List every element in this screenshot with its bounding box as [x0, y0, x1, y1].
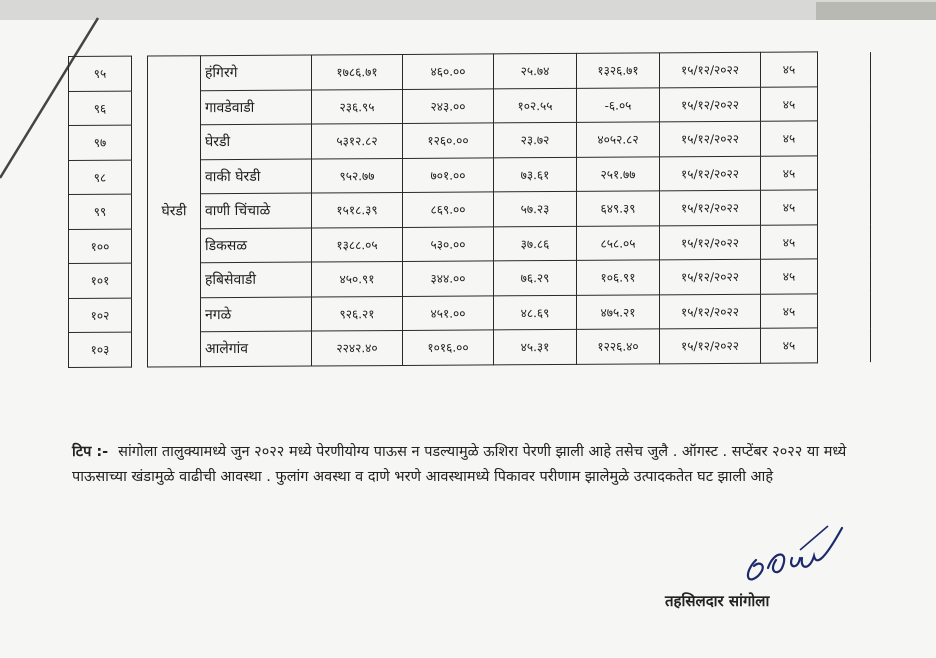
gap-cell: [132, 91, 148, 126]
value-cell: २३.७२: [494, 122, 577, 157]
value-cell: ४५०.९१: [312, 261, 403, 296]
serial-number-cell: ९९: [69, 194, 132, 229]
tail-cell: [818, 328, 871, 363]
tail-cell: [818, 190, 871, 225]
tail-cell: [818, 86, 871, 121]
village-name-cell: वाकी घेरडी: [201, 159, 312, 194]
village-name-cell: नगळे: [201, 297, 312, 332]
value-cell: -६.०५: [577, 87, 660, 122]
serial-number-cell: ९५: [69, 56, 132, 91]
gap-cell: [132, 332, 148, 367]
tahsildar-title: तहसिलदार सांगोला: [665, 592, 770, 610]
value-cell: १२२६.४०: [577, 329, 660, 364]
value-cell: ८६९.००: [403, 192, 494, 227]
value-cell: १०६.९१: [577, 260, 660, 295]
gap-cell: [132, 56, 148, 91]
serial-number-cell: ९८: [69, 160, 132, 195]
village-name-cell: घेरडी: [201, 124, 312, 159]
value-cell: ४५: [761, 259, 818, 294]
value-cell: ४५.३१: [494, 329, 577, 364]
value-cell: ४८.६९: [494, 295, 577, 330]
value-cell: २५.७४: [494, 53, 577, 88]
value-cell: ७३.६१: [494, 157, 577, 192]
village-name-cell: हबिसेवाडी: [201, 262, 312, 297]
value-cell: ४६०.००: [403, 54, 494, 89]
value-cell: ७०१.००: [403, 157, 494, 192]
value-cell: ३७.८६: [494, 226, 577, 261]
note-label: टिप :-: [72, 444, 109, 460]
value-cell: ३४४.००: [403, 261, 494, 296]
date-cell: १५/१२/२०२२: [660, 87, 761, 122]
gap-cell: [132, 263, 148, 298]
date-cell: १५/१२/२०२२: [660, 294, 761, 329]
value-cell: ४५: [761, 86, 818, 121]
value-cell: ९२६.२१: [312, 296, 403, 331]
value-cell: ८५८.०५: [577, 225, 660, 260]
value-cell: १३२६.७१: [577, 53, 660, 88]
value-cell: ७६.२९: [494, 260, 577, 295]
serial-number-cell: १०३: [69, 332, 132, 367]
gap-cell: [132, 160, 148, 195]
value-cell: १७८६.७१: [312, 54, 403, 89]
value-cell: ४५: [761, 190, 818, 225]
value-cell: २३६.९५: [312, 89, 403, 124]
tail-cell: [818, 224, 871, 259]
value-cell: ४०५२.८२: [577, 122, 660, 157]
gap-cell: [132, 125, 148, 160]
village-name-cell: गावडेवाडी: [201, 90, 312, 125]
tail-cell: [818, 259, 871, 294]
date-cell: १५/१२/२०२२: [660, 190, 761, 225]
table-row: [69, 52, 871, 91]
value-cell: ४५: [761, 293, 818, 328]
village-yield-table: [68, 51, 871, 367]
value-cell: ५७.२३: [494, 191, 577, 226]
value-cell: ४५१.००: [403, 295, 494, 330]
value-cell: ४५: [761, 121, 818, 156]
top-shadow-band: [0, 0, 936, 20]
value-cell: १०२.५५: [494, 88, 577, 123]
serial-number-cell: ९६: [69, 91, 132, 126]
serial-number-cell: १००: [69, 229, 132, 264]
village-yield-table-container: [68, 56, 871, 368]
value-cell: ५३१२.८२: [312, 123, 403, 158]
circle-cell: घेरडी: [148, 56, 201, 367]
value-cell: ६४९.३९: [577, 191, 660, 226]
value-cell: १५१८.३९: [312, 192, 403, 227]
date-cell: १५/१२/२०२२: [660, 52, 761, 87]
date-cell: १५/१२/२०२२: [660, 156, 761, 191]
date-cell: १५/१२/२०२२: [660, 121, 761, 156]
value-cell: १२६०.००: [403, 123, 494, 158]
value-cell: २५१.७७: [577, 156, 660, 191]
value-cell: १३८८.०५: [312, 227, 403, 262]
village-name-cell: वाणी चिंचाळे: [201, 193, 312, 228]
date-cell: १५/१२/२०२२: [660, 225, 761, 260]
tail-cell: [818, 121, 871, 156]
serial-number-cell: ९७: [69, 125, 132, 160]
serial-number-cell: १०२: [69, 298, 132, 333]
date-cell: १५/१२/२०२२: [660, 328, 761, 363]
gap-cell: [132, 194, 148, 229]
value-cell: ४७५.२१: [577, 294, 660, 329]
value-cell: ४५: [761, 52, 818, 87]
value-cell: ९५२.७७: [312, 158, 403, 193]
serial-number-cell: १०१: [69, 263, 132, 298]
value-cell: ४५: [761, 328, 818, 363]
tail-cell: [818, 293, 871, 328]
value-cell: २२४२.४०: [312, 330, 403, 365]
top-right-shadow: [816, 2, 936, 20]
note-paragraph: [72, 440, 872, 490]
date-cell: १५/१२/२०२२: [660, 259, 761, 294]
note-text: सांगोला तालुक्यामध्ये जुन २०२२ मध्ये पेरणीयोग्य पाऊस न पडल्यामुळे ऊशिरा पेरणी झाली आहे तसेच जुलै . ऑगस्ट . सप्टेंबर २०२२ या मध्ये पाऊसाच्या खंडामुळे वाढीची आवस्था . फुलांग अवस्था व दाणे भरणे आवस्थामध्ये पिकावर परीणाम झालेमुळे उत्पादकतेत घट झाली आहे: [72, 444, 847, 485]
village-name-cell: डिकसळ: [201, 228, 312, 263]
tail-cell: [818, 52, 871, 87]
value-cell: १०१६.००: [403, 330, 494, 365]
village-name-cell: आलेगांव: [201, 331, 312, 366]
gap-cell: [132, 229, 148, 264]
value-cell: ४५: [761, 224, 818, 259]
village-name-cell: हंगिरगे: [201, 55, 312, 90]
value-cell: २४३.००: [403, 88, 494, 123]
value-cell: ५३०.००: [403, 226, 494, 261]
value-cell: ४५: [761, 155, 818, 190]
gap-cell: [132, 298, 148, 333]
tail-cell: [818, 155, 871, 190]
signature-image: [738, 520, 848, 590]
